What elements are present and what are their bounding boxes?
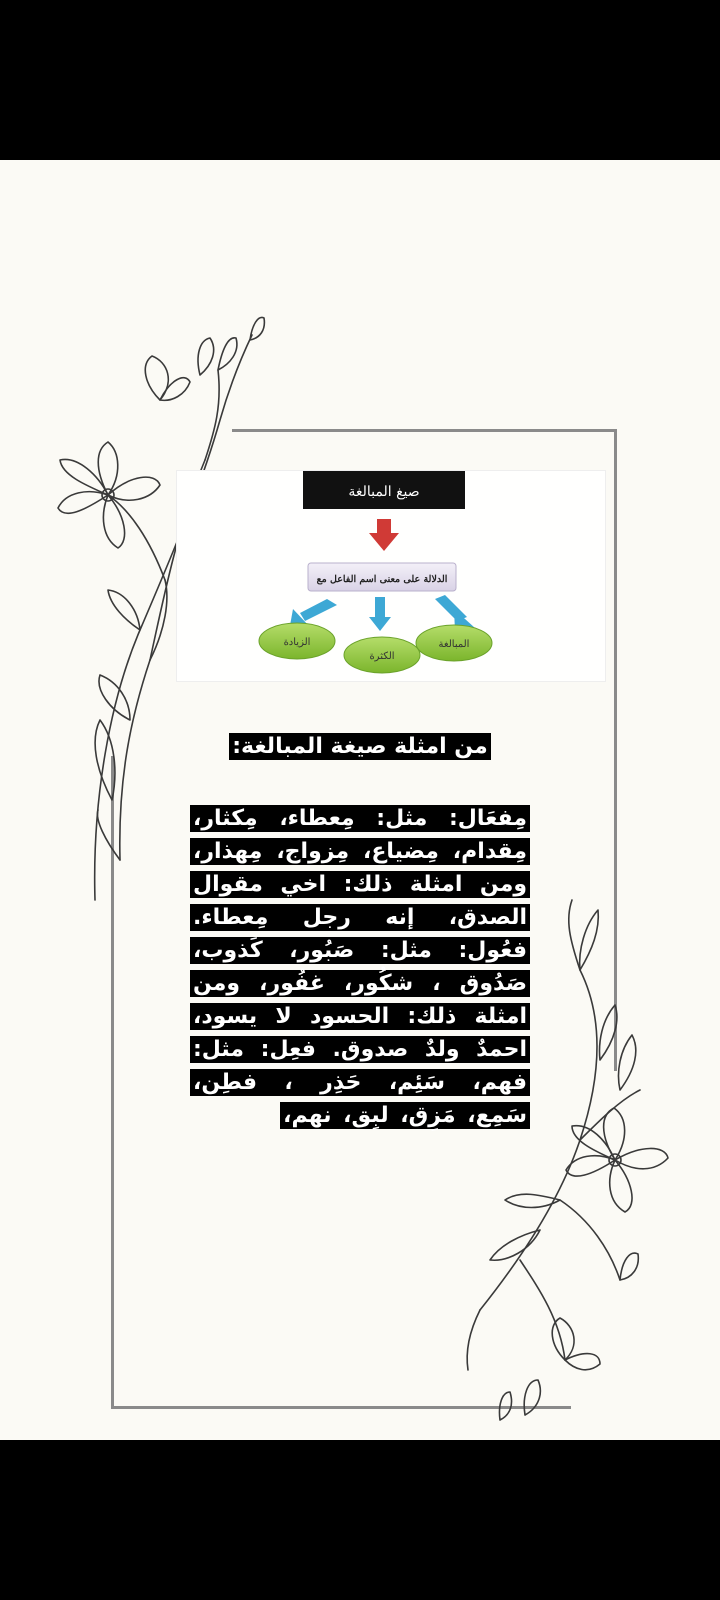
diagram-subtitle: الدلالة على معنى اسم الفاعل مع (316, 574, 448, 585)
branch-label-kathra: الكثرة (369, 651, 395, 662)
bottom-black-bar (0, 1440, 720, 1600)
examples-heading (190, 730, 530, 764)
down-arrow-icon (369, 519, 399, 551)
examples-heading-text: من امثلة صيغة المبالغة: (229, 733, 490, 760)
examples-text-block (190, 730, 530, 1132)
diagram-title: صيغ المبالغة (348, 484, 420, 500)
top-black-bar (0, 0, 720, 160)
examples-body (190, 802, 530, 1132)
examples-body-text: مِفعَال: مثل: مِعطاء، مِكثار، مِقدام، مِضياع، مِزواج، مِهذار، ومن امثلة ذلك: اخي مقوال الصدق، إنه رجل مِعطاء. فعُول: مثل: صَبُور، كَذوب، صَدُوق ، شكُور، غفُور، ومن امثلة ذلك: الحسود لا يسود، احمدٌ ولدٌ صدوق. فعِل: مثل: فهم، سَئِم، حَذِر ، فطِن، سَمِع، مَزِق، لبِق، نهم، (190, 805, 530, 1129)
image-canvas (0, 160, 720, 1440)
mubalagha-diagram (176, 470, 606, 682)
branch-label-mubalagha: المبالغة (438, 639, 470, 650)
branch-label-ziyada: الزيادة (283, 637, 311, 648)
